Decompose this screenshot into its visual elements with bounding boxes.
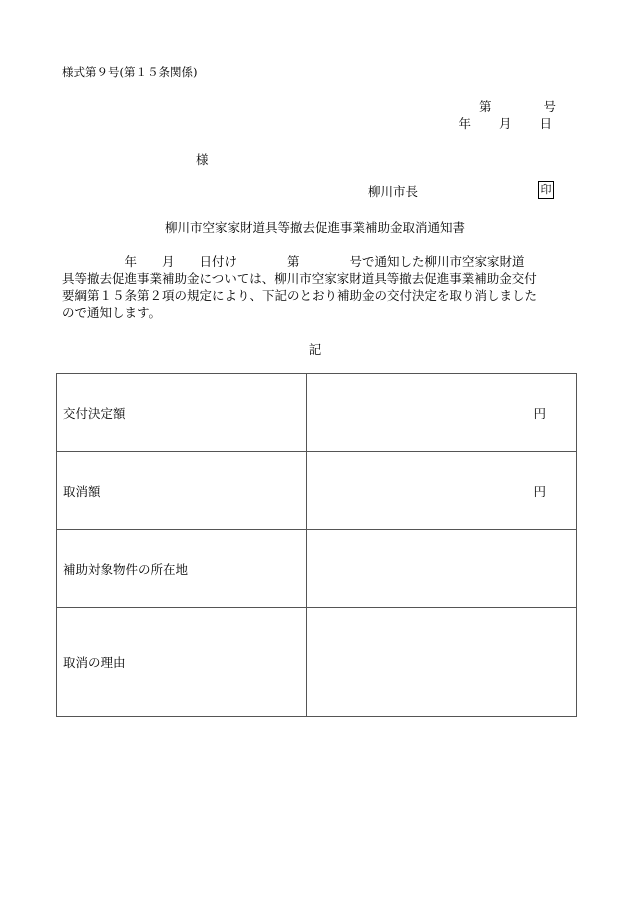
table-row [57,374,577,452]
table-row [57,530,577,608]
row-value: 円 [307,374,577,452]
document-number [479,97,556,115]
body-line: 要綱第１５条第２項の規定により、下記のとおり補助金の交付決定を取り消しました [62,288,538,303]
details-table [56,373,577,717]
recipient-suffix: 様 [196,152,209,167]
ki-heading: 記 [308,342,322,357]
date-year: 年 [458,116,471,131]
document-date [458,114,552,132]
form-number: 様式第９号(第１５条関係) [62,65,198,79]
table-row [57,608,577,717]
body-line: ので通知します。 [62,305,162,320]
row-value [307,608,577,717]
body-line: 具等撤去促進事業補助金については、柳川市空家家財道具等撤去促進事業補助金交付 [62,271,537,286]
row-label: 取消額 [57,452,307,530]
row-label: 取消の理由 [57,608,307,717]
row-value: 円 [307,452,577,530]
document-number-dai: 第 [478,99,492,114]
document-number-go: 号 [543,99,556,114]
body-line: 年 月 日付け 第 号で通知した柳川市空家家財道 [62,254,525,269]
row-label: 交付決定額 [57,374,307,452]
issuer-name: 柳川市長 [368,184,419,199]
date-day: 日 [539,116,552,131]
seal-mark: 印 [538,181,554,199]
row-value [307,530,577,608]
body-text [62,253,572,321]
date-month: 月 [498,116,512,131]
document-title: 柳川市空家家財道具等撤去促進事業補助金取消通知書 [164,220,465,235]
row-label: 補助対象物件の所在地 [57,530,307,608]
table-row [57,452,577,530]
